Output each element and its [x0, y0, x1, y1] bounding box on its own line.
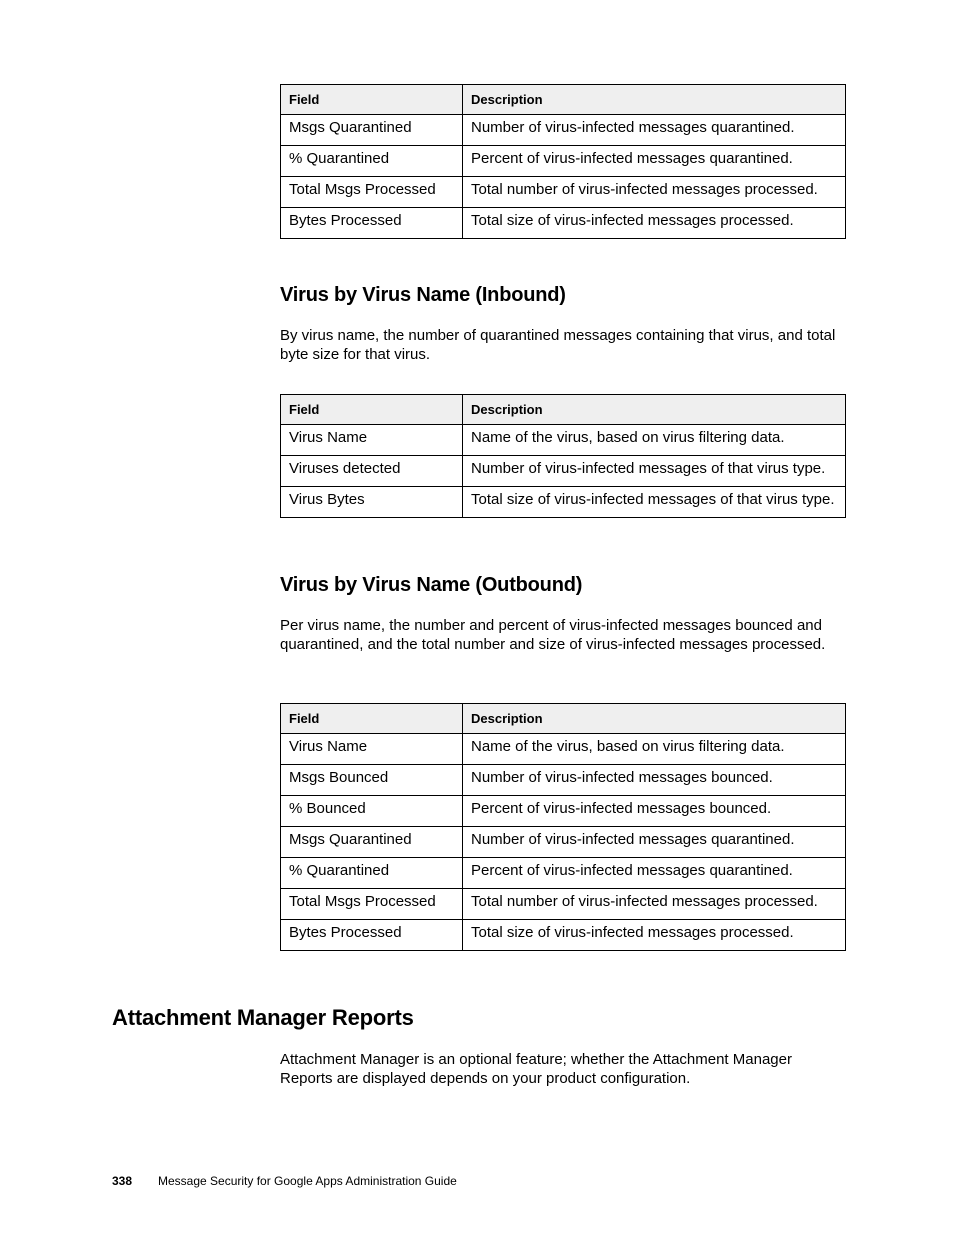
- table-row: [281, 827, 846, 858]
- field-cell: Total Msgs Processed: [281, 177, 463, 208]
- outbound-heading: Virus by Virus Name (Outbound): [280, 574, 583, 596]
- field-cell: Viruses detected: [281, 456, 463, 487]
- table-row: [281, 146, 846, 177]
- description-cell: Percent of virus-infected messages quarantined.: [463, 146, 846, 177]
- table-row: [281, 115, 846, 146]
- table-row: [281, 177, 846, 208]
- table-row: [281, 889, 846, 920]
- column-header-description: Description: [463, 704, 846, 734]
- field-cell: Msgs Bounced: [281, 765, 463, 796]
- inbound-table: [280, 394, 846, 518]
- table-row: [281, 858, 846, 889]
- field-cell: Total Msgs Processed: [281, 889, 463, 920]
- table-row: [281, 425, 846, 456]
- page-number: 338: [112, 1174, 133, 1188]
- column-header-field: Field: [281, 85, 463, 115]
- table-row: [281, 920, 846, 951]
- outbound-paragraph: Per virus name, the number and percent of virus-infected messages bounced and quarantined, and the total number and size of virus-infected messages processed.: [280, 617, 826, 653]
- field-cell: Virus Name: [281, 734, 463, 765]
- description-cell: Name of the virus, based on virus filtering data.: [463, 425, 846, 456]
- table-header-row: [281, 85, 846, 115]
- field-cell: Msgs Quarantined: [281, 827, 463, 858]
- footer-title: Message Security for Google Apps Administration Guide: [158, 1174, 457, 1188]
- field-cell: % Quarantined: [281, 858, 463, 889]
- field-cell: Msgs Quarantined: [281, 115, 463, 146]
- description-cell: Percent of virus-infected messages quarantined.: [463, 858, 846, 889]
- column-header-description: Description: [463, 85, 846, 115]
- field-cell: Virus Name: [281, 425, 463, 456]
- field-cell: Bytes Processed: [281, 208, 463, 239]
- column-header-description: Description: [463, 395, 846, 425]
- column-header-field: Field: [281, 704, 463, 734]
- description-cell: Total size of virus-infected messages processed.: [463, 208, 846, 239]
- description-cell: Number of virus-infected messages bounced.: [463, 765, 846, 796]
- description-cell: Number of virus-infected messages of that virus type.: [463, 456, 846, 487]
- description-cell: Percent of virus-infected messages bounced.: [463, 796, 846, 827]
- inbound-heading: Virus by Virus Name (Inbound): [280, 284, 566, 306]
- description-cell: Number of virus-infected messages quarantined.: [463, 827, 846, 858]
- description-cell: Total size of virus-infected messages processed.: [463, 920, 846, 951]
- attachment-manager-heading: Attachment Manager Reports: [112, 1005, 414, 1030]
- field-cell: Bytes Processed: [281, 920, 463, 951]
- description-cell: Name of the virus, based on virus filtering data.: [463, 734, 846, 765]
- description-cell: Total number of virus-infected messages processed.: [463, 889, 846, 920]
- table-row: [281, 487, 846, 518]
- inbound-paragraph: By virus name, the number of quarantined messages containing that virus, and total byte size for that virus.: [280, 327, 836, 363]
- description-cell: Total size of virus-infected messages of that virus type.: [463, 487, 846, 518]
- table-header-row: [281, 704, 846, 734]
- table-row: [281, 456, 846, 487]
- table-header-row: [281, 395, 846, 425]
- table-row: [281, 765, 846, 796]
- attachment-manager-paragraph: Attachment Manager is an optional feature; whether the Attachment Manager Reports are displayed depends on your product configuration.: [280, 1051, 792, 1087]
- field-cell: Virus Bytes: [281, 487, 463, 518]
- virus-summary-table: [280, 84, 846, 239]
- column-header-field: Field: [281, 395, 463, 425]
- field-cell: % Bounced: [281, 796, 463, 827]
- description-cell: Number of virus-infected messages quarantined.: [463, 115, 846, 146]
- table-row: [281, 796, 846, 827]
- description-cell: Total number of virus-infected messages processed.: [463, 177, 846, 208]
- outbound-table: [280, 703, 846, 951]
- table-row: [281, 734, 846, 765]
- table-row: [281, 208, 846, 239]
- field-cell: % Quarantined: [281, 146, 463, 177]
